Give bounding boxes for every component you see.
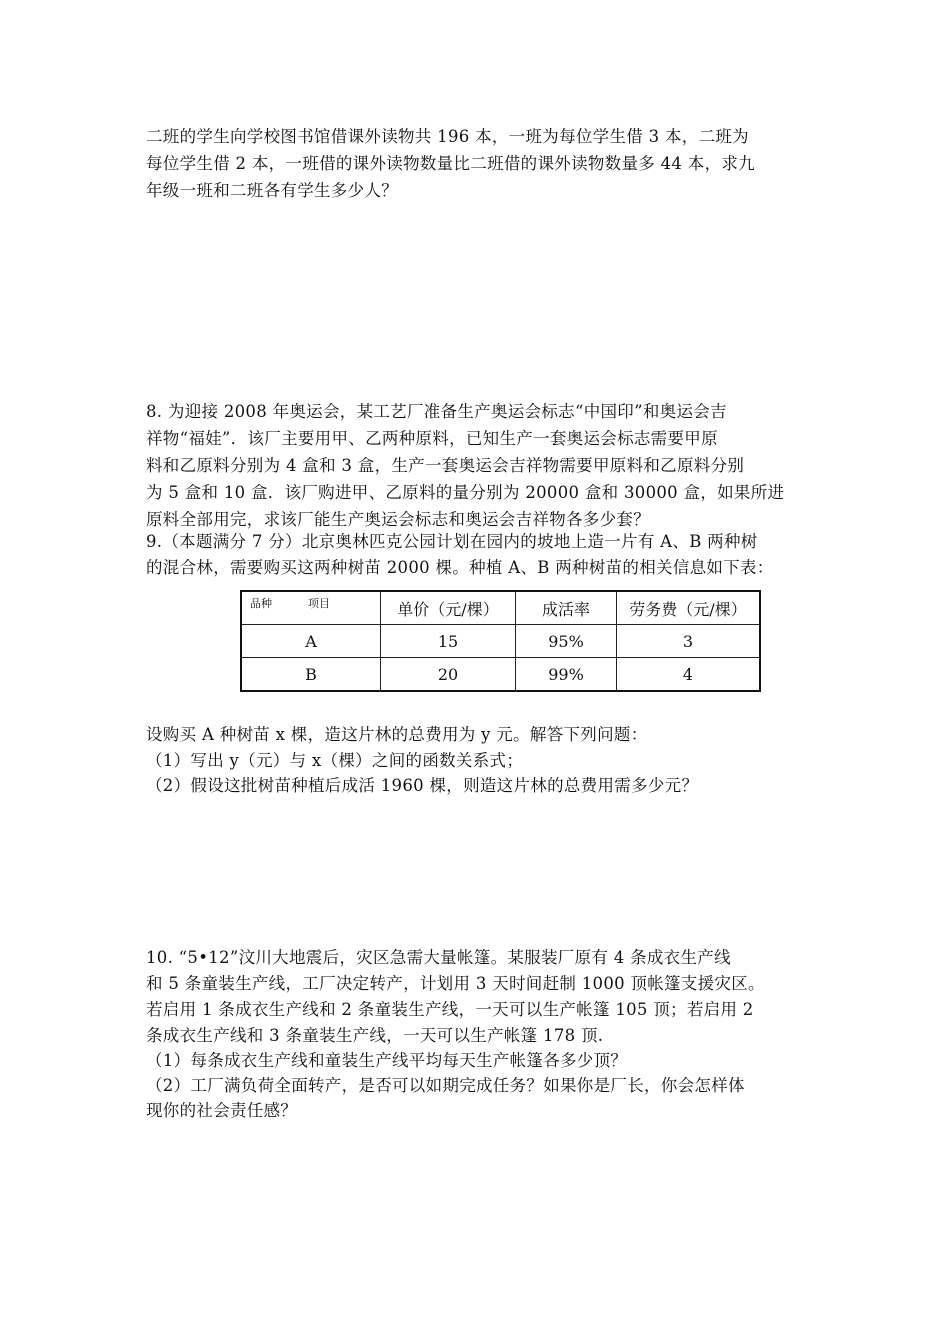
problem8-line5: 原料全部用完，求该厂能生产奥运会标志和奥运会吉祥物各多少套？ [146,510,650,529]
table-header-row [241,591,760,625]
corner-label-item: 项目 [308,597,330,610]
cell-labor: 4 [617,658,761,692]
problem10-line6: （2）工厂满负荷全面转产，是否可以如期完成任务？如果你是厂长，你会怎样体 [146,1076,745,1095]
table-corner-cell [241,591,381,625]
table-row [241,625,760,658]
header-labor-fee: 劳务费（元/棵） [617,591,761,625]
problem10-line1: 10. “5•12”汶川大地震后，灾区急需大量帐篷。某服装厂原有 4 条成衣生产线 [146,948,731,967]
problem7-line3: 年级一班和二班各有学生多少人？ [146,181,398,200]
problem9-line3: 设购买 A 种树苗 x 棵，造这片林的总费用为 y 元。解答下列问题： [146,725,648,744]
table-row [241,658,760,692]
cell-price: 20 [381,658,516,692]
problem10-line5: （1）每条成衣生产线和童装生产线平均每天生产帐篷各多少顶？ [146,1051,628,1070]
tree-info-table [240,590,761,692]
problem9-line2: 的混合林，需要购买这两种树苗 2000 棵。种植 A、B 两种树苗的相关信息如下表： [146,558,774,577]
cell-labor: 3 [617,625,761,658]
problem9-line5: （2）假设这批树苗种植后成活 1960 棵，则造这片林的总费用需多少元？ [146,776,699,795]
problem7-line1: 二班的学生向学校图书馆借课外读物共 196 本，一班为每位学生借 3 本，二班为 [146,127,749,146]
problem7-line2: 每位学生借 2 本，一班借的课外读物数量比二班借的课外读物数量多 44 本，求九 [146,154,755,173]
header-price: 单价（元/棵） [381,591,516,625]
problem10-line3: 若启用 1 条成衣生产线和 2 条童装生产线，一天可以生产帐篷 105 顶；若启用 2 [146,1000,754,1019]
header-survival-rate: 成活率 [516,591,617,625]
cell-rate: 95% [516,625,617,658]
cell-variety: B [241,658,381,692]
problem8-line1: 8. 为迎接 2008 年奥运会，某工艺厂准备生产奥运会标志“中国印”和奥运会吉 [146,402,727,421]
corner-label-variety: 品种 [250,597,272,610]
problem8-line3: 料和乙原料分别为 4 盒和 3 盒，生产一套奥运会吉祥物需要甲原料和乙原料分别 [146,456,745,475]
problem10-line7: 现你的社会责任感？ [146,1101,298,1120]
problem9-line1: 9.（本题满分 7 分）北京奥林匹克公园计划在园内的坡地上造一片有 A、B 两种树 [146,532,758,551]
cell-price: 15 [381,625,516,658]
problem8-line4: 为 5 盒和 10 盒．该厂购进甲、乙原料的量分别为 20000 盒和 30000 盒，如果所进 [146,483,785,502]
problem8-line2: 祥物“福娃”．该厂主要用甲、乙两种原料，已知生产一套奥运会标志需要甲原 [146,429,718,448]
cell-rate: 99% [516,658,617,692]
cell-variety: A [241,625,381,658]
problem9-line4: （1）写出 y（元）与 x（棵）之间的函数关系式； [146,751,524,770]
problem10-line4: 条成衣生产线和 3 条童装生产线，一天可以生产帐篷 178 顶. [146,1026,604,1045]
problem10-line2: 和 5 条童装生产线，工厂决定转产，计划用 3 天时间赶制 1000 顶帐篷支援灾区。 [146,974,765,993]
